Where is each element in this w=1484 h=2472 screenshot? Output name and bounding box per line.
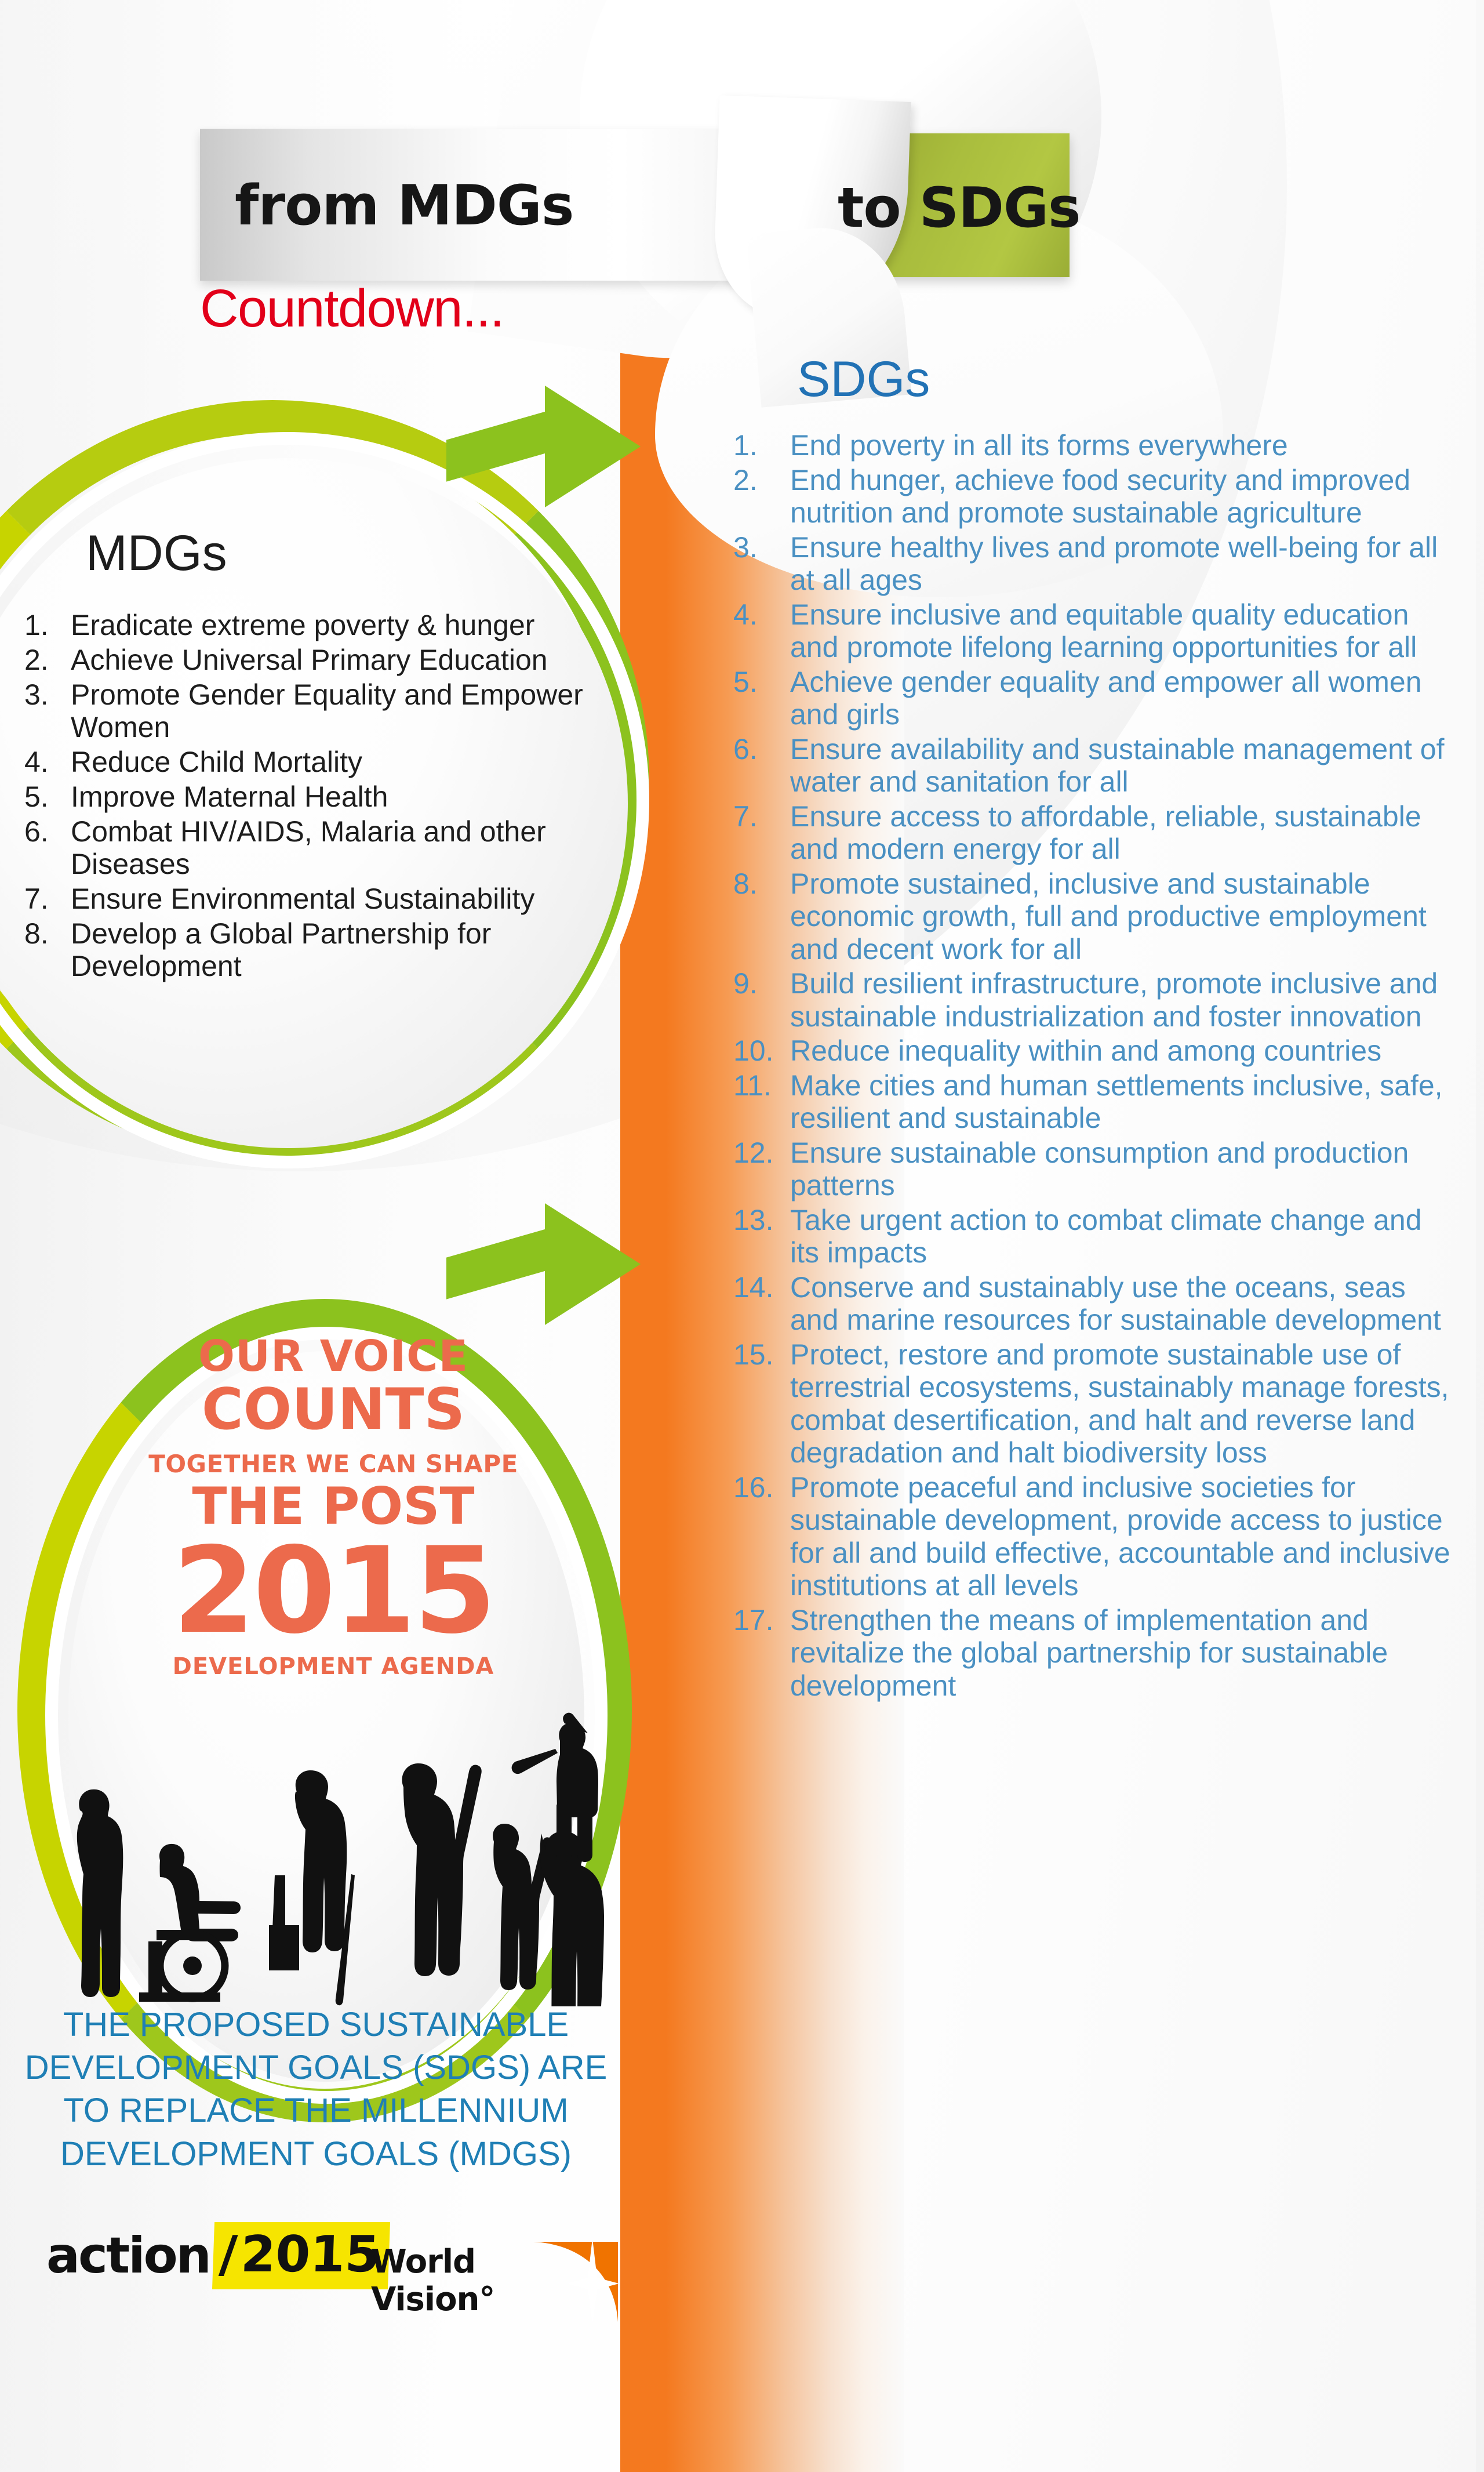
sdg-goal-item-text: Ensure healthy lives and promote well-being for all at all ages [790,531,1438,596]
sdg-goal-item [733,1271,1452,1337]
header-right-title: to SDGs [838,176,1081,240]
sdg-goal-item-number: 17. [733,1603,774,1636]
badge-line-1: OUR VOICE [198,1331,468,1381]
mdg-goal-item-number: 4. [24,746,49,778]
mdg-goal-item [17,678,603,743]
bottom-caption: THE PROPOSED SUSTAINABLE DEVELOPMENT GOALS (SDGS) ARE TO REPLACE THE MILLENNIUM DEVELOPMENT GOALS (MDGS) [24,2006,608,2173]
badge-line-4: THE POST [192,1476,475,1536]
mdg-goal-item-text: Combat HIV/AIDS, Malaria and other Diseases [71,815,546,880]
sdg-goal-item-number: 6. [733,732,758,765]
sdg-goal-item-text: Build resilient infrastructure, promote inclusive and sustainable industrialization and foster innovation [790,967,1438,1033]
sdg-goal-item-number: 8. [733,867,758,900]
sdg-goal-item [733,1034,1452,1068]
sdg-goal-item-text: End poverty in all its forms everywhere [790,429,1288,462]
action2015-yellow-box [212,2222,390,2289]
sdg-goal-item-number: 13. [733,1203,774,1236]
sdg-goal-item-text: Achieve gender equality and empower all women and girls [790,665,1422,731]
sdg-goal-item-number: 7. [733,800,758,833]
sdg-goal-item-text: Ensure inclusive and equitable quality education and promote lifelong learning opportunities for all [790,598,1417,663]
mdg-goal-item-text: Eradicate extreme poverty & hunger [71,609,535,641]
sdg-goal-item [733,598,1452,664]
badge-year: 2015 [172,1522,494,1661]
sdg-goal-item-number: 3. [733,531,758,564]
mdg-goal-item [17,644,603,676]
action2015-logo[interactable] [46,2222,389,2289]
mdg-goal-item-text: Reduce Child Mortality [71,746,362,778]
sdg-goal-item-number: 1. [733,429,758,462]
sdg-goal-item [733,464,1452,529]
sdg-goal-item [733,666,1452,731]
mdg-goal-item [17,609,603,641]
sdg-goal-item [733,531,1452,597]
mdg-goal-item-text: Promote Gender Equality and Empower Women [71,678,583,743]
mdg-goal-item-number: 7. [24,883,49,915]
sdg-goal-item-number: 9. [733,967,758,1000]
sdg-goal-item-text: Strengthen the means of implementation and revitalize the global partnership for sustainable development [790,1603,1388,1702]
our-voice-counts-badge [93,1331,574,1680]
mdg-goal-item-number: 3. [24,678,49,711]
sdg-goal-item-text: Protect, restore and promote sustainable use of terrestrial ecosystems, sustainably manage forests, combat desertification, and halt and reverse land degradation and halt biodiversity loss [790,1338,1449,1469]
badge-line-2: COUNTS [201,1377,465,1443]
sdg-goal-item [733,967,1452,1033]
world-vision-star-icon [528,2237,620,2324]
sdg-goal-item-text: Ensure availability and sustainable management of water and sanitation for all [790,732,1445,798]
mdg-goal-item [17,917,603,982]
sdg-heading: SDGs [797,351,930,407]
mdg-goal-item-text: Achieve Universal Primary Education [71,644,548,676]
sdg-goal-item [733,1338,1452,1469]
sdg-goal-item-text: Promote peaceful and inclusive societies for sustainable development, provide access to justice for all and build effective, accountable and inclusive institutions at all levels [790,1471,1450,1602]
mdg-goal-item-text: Ensure Environmental Sustainability [71,883,535,915]
right-edge-strip [1476,0,1484,2472]
sdg-goal-item-number: 12. [733,1136,774,1169]
sdg-goal-item [733,429,1452,462]
mdg-goal-item-text: Develop a Global Partnership for Development [71,917,492,982]
sdg-goal-item-text: Ensure sustainable consumption and production patterns [790,1136,1409,1201]
logo-row [46,2209,620,2325]
sdg-goal-item-text: Promote sustained, inclusive and sustainable economic growth, full and productive employment and decent work for all [790,867,1427,965]
mdg-goal-item [17,746,603,778]
countdown-label: Countdown... [200,279,504,338]
sdg-goal-item [733,1137,1452,1202]
sdg-goal-item-text: End hunger, achieve food security and improved nutrition and promote sustainable agriculture [790,463,1411,529]
green-arrow-upper-icon [545,386,641,507]
mdg-goal-item [17,815,603,880]
mdg-goal-item-number: 6. [24,815,49,848]
action2015-slash: / [218,2226,239,2284]
sdg-goal-item-number: 11. [733,1069,772,1102]
sdg-goal-item [733,733,1452,798]
world-vision-wordmark: World Vision° [371,2243,495,2318]
sdg-goal-item [733,867,1452,966]
action2015-year: 2015 [239,2226,381,2284]
mdg-goal-list [17,609,603,985]
sdg-goal-item-text: Take urgent action to combat climate change and its impacts [790,1203,1422,1269]
sdg-goal-list [733,429,1452,1704]
mdg-goal-item-text: Improve Maternal Health [71,781,388,813]
sdg-goal-item [733,1069,1452,1135]
header-left-title: from MDGs [235,174,574,238]
header-banner [200,129,1081,281]
mdg-heading: MDGs [86,525,227,581]
mdg-goal-item-number: 5. [24,781,49,813]
sdg-goal-item-text: Reduce inequality within and among countries [790,1034,1382,1067]
sdg-goal-item-number: 14. [733,1271,774,1304]
world-vision-logo[interactable] [371,2237,620,2324]
sdg-goal-item-number: 5. [733,665,758,698]
sdg-goal-item-number: 4. [733,598,758,631]
sdg-goal-item [733,1204,1452,1269]
sdg-goal-item-number: 15. [733,1338,774,1371]
mdg-goal-item-number: 2. [24,644,49,676]
sdg-goal-item [733,1604,1452,1703]
sdg-goal-item-number: 16. [733,1471,774,1504]
mdg-goal-item [17,883,603,915]
badge-line-6: DEVELOPMENT AGENDA [172,1653,494,1680]
sdg-goal-item [733,1471,1452,1602]
sdg-goal-item-number: 2. [733,463,758,496]
sdg-goal-item-text: Make cities and human settlements inclusive, safe, resilient and sustainable [790,1069,1443,1134]
mdg-goal-item [17,781,603,813]
green-arrow-lower-icon [545,1203,641,1325]
badge-line-3: TOGETHER WE CAN SHAPE [148,1450,518,1479]
sdg-goal-item-text: Ensure access to affordable, reliable, sustainable and modern energy for all [790,800,1421,865]
sdg-goal-item-text: Conserve and sustainably use the oceans, seas and marine resources for sustainable development [790,1271,1441,1336]
sdg-goal-item-number: 10. [733,1034,774,1067]
action2015-word: action [46,2227,210,2285]
mdg-goal-item-number: 8. [24,917,49,950]
mdg-goal-item-number: 1. [24,609,49,641]
sdg-goal-item [733,800,1452,866]
people-silhouettes-illustration [35,1711,620,2006]
